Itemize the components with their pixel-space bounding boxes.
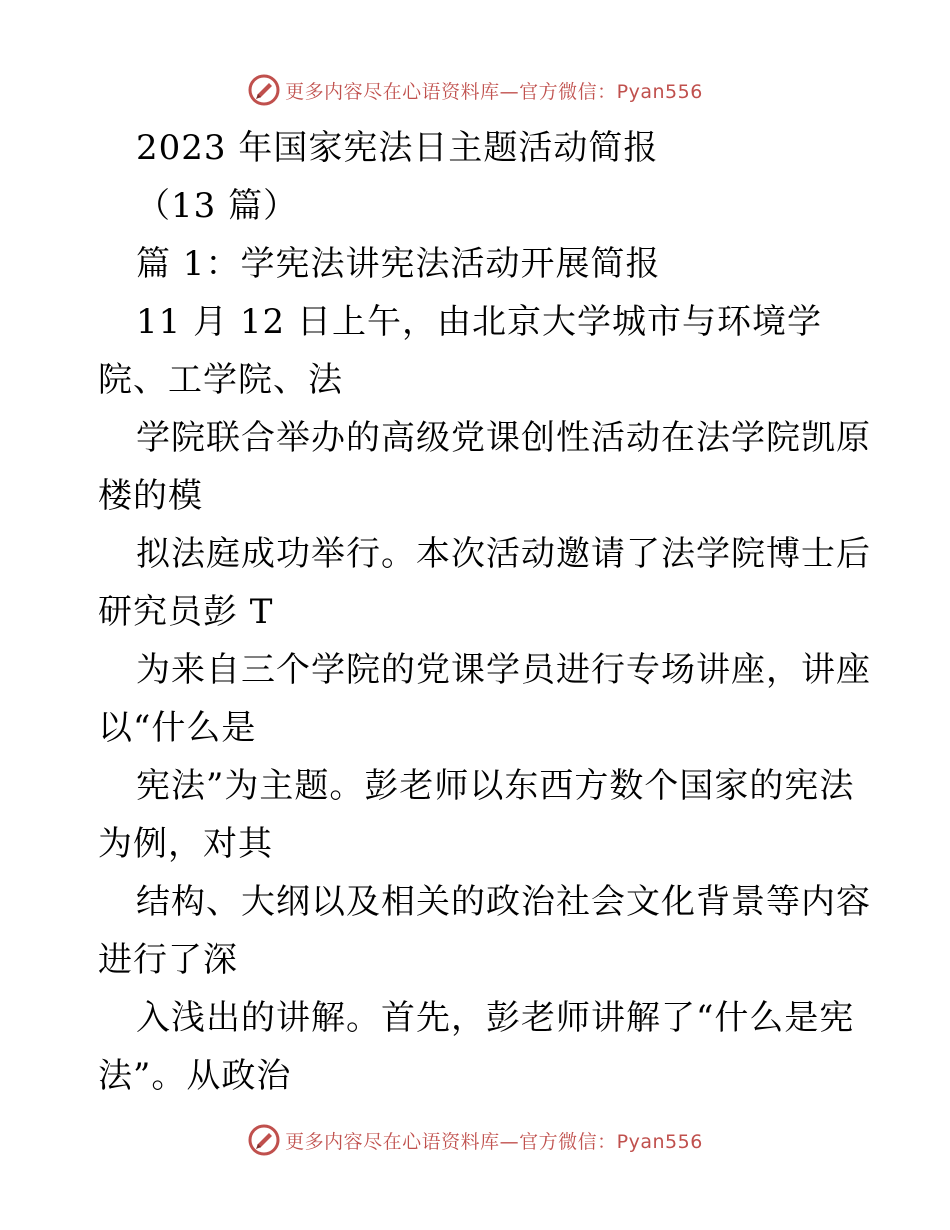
paragraph-line: 以“什么是	[98, 708, 257, 748]
paragraph-line: 学院联合举办的高级党课创性活动在法学院凯原	[136, 418, 871, 458]
section-heading: 篇 1：学宪法讲宪法活动开展简报	[136, 244, 661, 284]
paragraph-line: 法”。从政治	[98, 1056, 292, 1096]
watermark-logo-icon	[247, 73, 281, 107]
paragraph-line: 宪法”为主题。彭老师以东西方数个国家的宪法	[136, 766, 855, 806]
watermark-footer	[0, 1120, 950, 1160]
paragraph-line: 拟法庭成功举行。本次活动邀请了法学院博士后	[136, 534, 871, 574]
document-title: 2023 年国家宪法日主题活动简报	[136, 128, 659, 168]
paragraph-line: 结构、大纲以及相关的政治社会文化背景等内容	[136, 882, 871, 922]
paragraph-line: 研究员彭 T	[98, 592, 274, 632]
watermark-text: 更多内容尽在心语资料库—官方微信：Pyan556	[285, 1130, 703, 1153]
watermark-header	[0, 70, 950, 110]
paragraph-line: 入浅出的讲解。首先，彭老师讲解了“什么是宪	[136, 998, 855, 1038]
watermark-text: 更多内容尽在心语资料库—官方微信：Pyan556	[285, 80, 703, 103]
paragraph-line: 为例，对其	[98, 824, 273, 864]
watermark-logo-icon	[247, 1123, 281, 1157]
document-subtitle: （13 篇）	[136, 186, 299, 226]
paragraph-line: 楼的模	[98, 476, 203, 516]
paragraph-line: 进行了深	[98, 940, 238, 980]
paragraph-line: 为来自三个学院的党课学员进行专场讲座，讲座	[136, 650, 871, 690]
paragraph-line: 院、工学院、法	[98, 360, 343, 400]
paragraph-line: 11 月 12 日上午，由北京大学城市与环境学	[136, 302, 822, 342]
